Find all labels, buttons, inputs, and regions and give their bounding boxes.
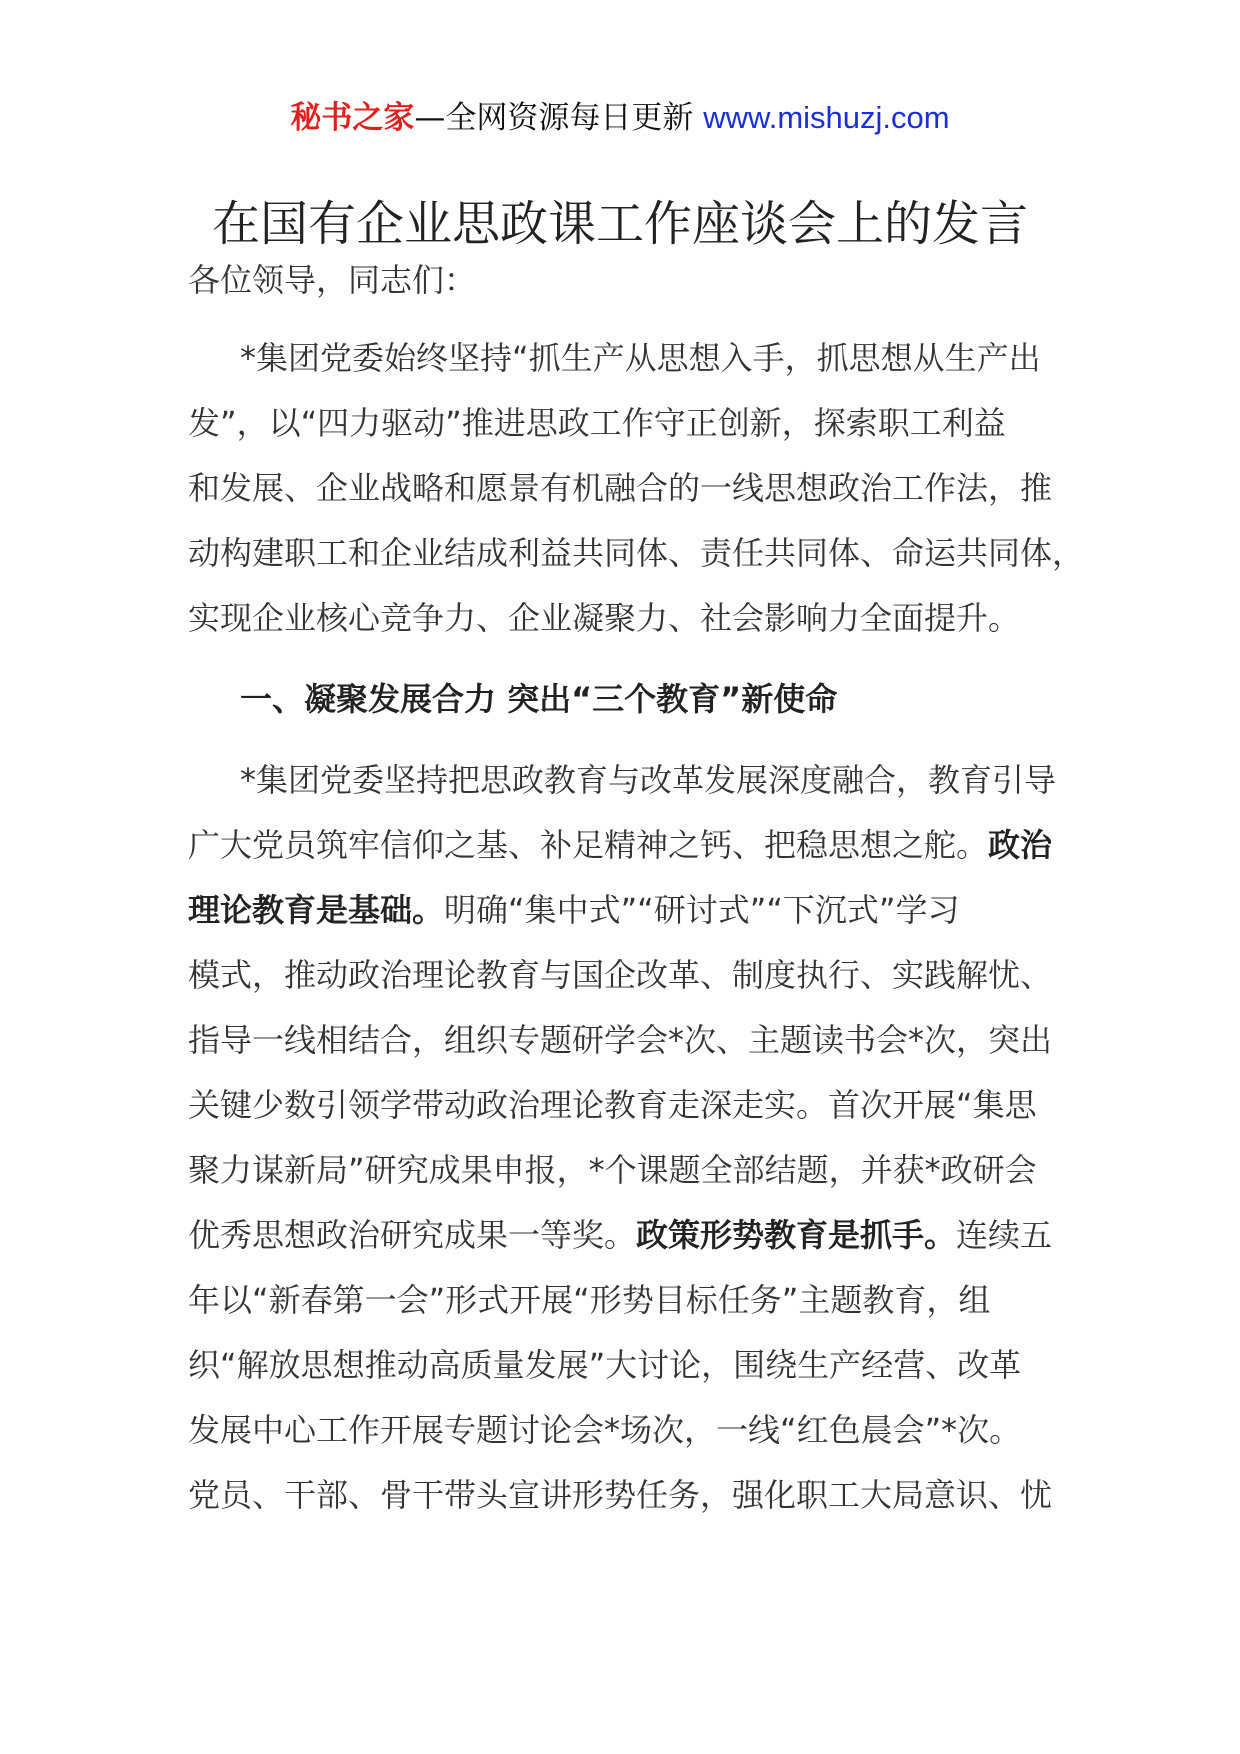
paragraph-line: *集团党委始终坚持“抓生产从思想入手，抓思想从生产出	[240, 339, 1041, 377]
paragraph-line: 模式，推动政治理论教育与国企改革、制度执行、实践解忧、	[188, 956, 1053, 994]
line-text: 明确“集中式”“研讨式”“下沉式”学习	[444, 891, 960, 929]
brand-name: 秘书之家	[290, 100, 415, 136]
line-text: 连续五	[956, 1216, 1053, 1254]
paragraph-line: 发展中心工作开展专题讨论会*场次，一线“红色晨会”*次。	[188, 1411, 1022, 1449]
bold-phrase: 政治	[988, 826, 1053, 864]
paragraph-line: *集团党委坚持把思政教育与改革发展深度融合，教育引导	[240, 761, 1057, 799]
site-url-link[interactable]: www.mishuzj.com	[703, 100, 950, 135]
paragraph-section1	[188, 748, 1058, 1528]
paragraph-line: 关键少数引领学带动政治理论教育走深走实。首次开展“集思	[188, 1086, 1037, 1124]
paragraph-line	[188, 1203, 1058, 1268]
paragraph-line	[188, 813, 1058, 878]
paragraph-line	[188, 878, 1058, 943]
line-text: 优秀思想政治研究成果一等奖。	[188, 1216, 637, 1254]
paragraph-line: 动构建职工和企业结成利益共同体、责任共同体、命运共同体，	[188, 534, 1085, 572]
brand-tagline: —全网资源每日更新	[414, 100, 694, 136]
section-heading: 一、凝聚发展合力 突出“三个教育”新使命	[240, 680, 838, 718]
bold-phrase: 理论教育是基础。	[188, 891, 445, 929]
document-title: 在国有企业思政课工作座谈会上的发言	[211, 196, 1028, 252]
paragraph-line: 发”，以“四力驱动”推进思政工作守正创新，探索职工利益	[188, 404, 1006, 442]
paragraph-intro	[188, 326, 1085, 651]
line-text: 广大党员筑牢信仰之基、补足精神之钙、把稳思想之舵。	[188, 826, 989, 864]
paragraph-line: 和发展、企业战略和愿景有机融合的一线思想政治工作法，推	[188, 469, 1053, 507]
paragraph-line: 年以“新春第一会”形式开展“形势目标任务”主题教育，组	[188, 1281, 991, 1319]
document-body	[188, 248, 1085, 1528]
paragraph-line: 聚力谋新局”研究成果申报，*个课题全部结题，并获*政研会	[188, 1151, 1037, 1189]
paragraph-line: 指导一线相结合，组织专题研学会*次、主题读书会*次，突出	[188, 1021, 1053, 1059]
salutation: 各位领导，同志们：	[188, 261, 477, 299]
bold-phrase: 政策形势教育是抓手。	[636, 1216, 957, 1254]
paragraph-line: 实现企业核心竞争力、企业凝聚力、社会影响力全面提升。	[188, 599, 1021, 637]
paragraph-line: 织“解放思想推动高质量发展”大讨论，围绕生产经营、改革	[188, 1346, 1022, 1384]
paragraph-line: 党员、干部、骨干带头宣讲形势任务，强化职工大局意识、忧	[188, 1476, 1053, 1514]
site-banner	[0, 98, 1240, 138]
